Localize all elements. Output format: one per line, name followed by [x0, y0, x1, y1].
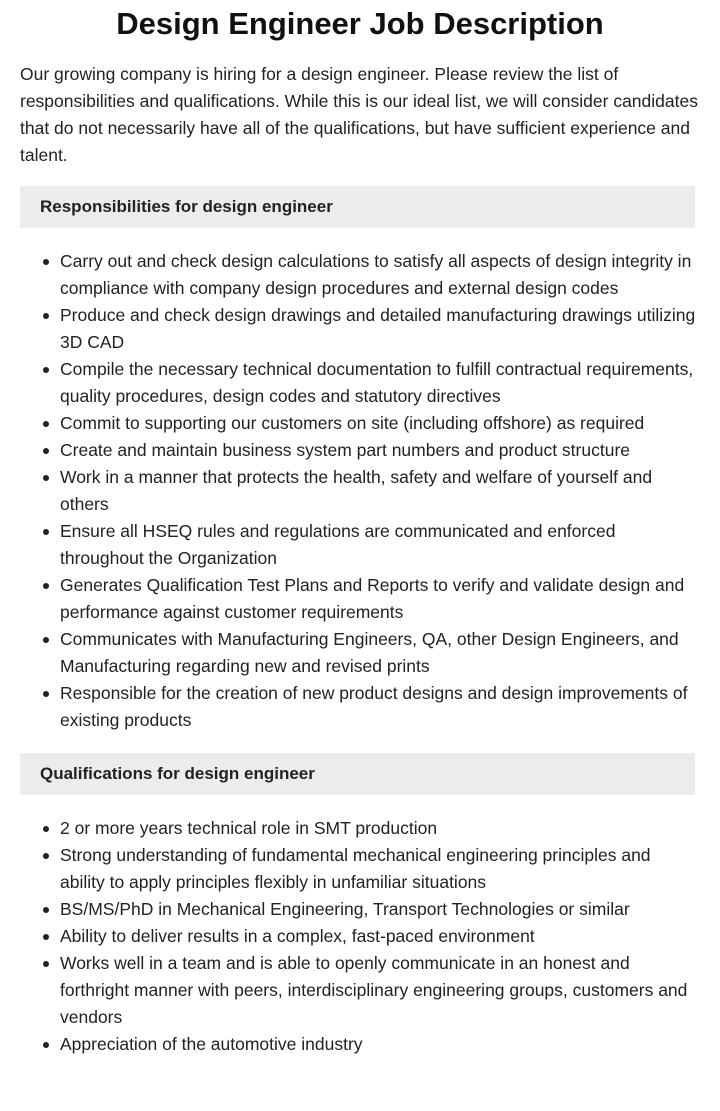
list-item-text: Create and maintain business system part numbers and product structure: [60, 440, 631, 460]
list-item-text: Strong understanding of fundamental mechanical engineering principles and ability to apply principles flexibly in unfamiliar situations: [60, 845, 651, 892]
list-item: [60, 437, 700, 464]
list-item: [60, 410, 700, 437]
bullet-icon: [43, 853, 49, 859]
list-item: [60, 950, 700, 1031]
list-item: [60, 356, 700, 410]
bullet-icon: [43, 583, 49, 589]
bullet-icon: [43, 367, 49, 373]
list-item-text: Ability to deliver results in a complex, fast-paced environment: [60, 926, 535, 946]
list-item-text: Produce and check design drawings and detailed manufacturing drawings utilizing 3D CAD: [60, 305, 696, 352]
list-item-text: Appreciation of the automotive industry: [60, 1034, 363, 1054]
list-item: [60, 680, 700, 734]
list-item-text: Ensure all HSEQ rules and regulations are communicated and enforced throughout the Organization: [60, 521, 616, 568]
bullet-icon: [43, 637, 49, 643]
list-item-text: Communicates with Manufacturing Engineers, QA, other Design Engineers, and Manufacturing regarding new and revised prints: [60, 629, 679, 676]
list-item: [60, 626, 700, 680]
list-item-text: Responsible for the creation of new product designs and design improvements of existing products: [60, 683, 688, 730]
list-item-text: BS/MS/PhD in Mechanical Engineering, Transport Technologies or similar: [60, 899, 630, 919]
list-item: [60, 1031, 700, 1058]
list-item-text: Carry out and check design calculations to satisfy all aspects of design integrity in compliance with company design procedures and external design codes: [60, 251, 692, 298]
page-title: Design Engineer Job Description: [116, 6, 604, 41]
list-item: [60, 896, 700, 923]
list-item: [60, 518, 700, 572]
bullet-icon: [43, 313, 49, 319]
bullet-icon: [43, 448, 49, 454]
bullet-icon: [43, 934, 49, 940]
bullet-icon: [43, 826, 49, 832]
list-item: [60, 464, 700, 518]
list-item-text: Generates Qualification Test Plans and Reports to verify and validate design and performance against customer requirements: [60, 575, 685, 622]
bullet-icon: [43, 907, 49, 913]
bullet-icon: [43, 529, 49, 535]
list-item: [60, 842, 700, 896]
bullet-icon: [43, 259, 49, 265]
bullet-icon: [43, 961, 49, 967]
list-item: [60, 923, 700, 950]
bullet-icon: [43, 421, 49, 427]
list-item-text: Works well in a team and is able to openly communicate in an honest and forthright manner with peers, interdisciplinary engineering groups, customers and vendors: [60, 953, 688, 1027]
bullet-icon: [43, 691, 49, 697]
list-item: [60, 302, 700, 356]
list-item: [60, 248, 700, 302]
qualifications-heading: Qualifications for design engineer: [20, 753, 695, 795]
bullet-icon: [43, 1042, 49, 1048]
list-item-text: Compile the necessary technical documentation to fulfill contractual requirements, quality procedures, design codes and statutory directives: [60, 359, 694, 406]
intro-paragraph: Our growing company is hiring for a design engineer. Please review the list of responsibilities and qualifications. While this is our ideal list, we will consider candidates that do not necessarily have all of the qualifications, but have sufficient experience and talent.: [20, 64, 698, 165]
responsibilities-list: [0, 248, 720, 734]
qualifications-list: [0, 815, 720, 1058]
list-item-text: Work in a manner that protects the health, safety and welfare of yourself and others: [60, 467, 653, 514]
list-item: [60, 572, 700, 626]
responsibilities-heading: Responsibilities for design engineer: [20, 186, 695, 228]
list-item: [60, 815, 700, 842]
list-item-text: 2 or more years technical role in SMT production: [60, 818, 438, 838]
bullet-icon: [43, 475, 49, 481]
list-item-text: Commit to supporting our customers on site (including offshore) as required: [60, 413, 645, 433]
